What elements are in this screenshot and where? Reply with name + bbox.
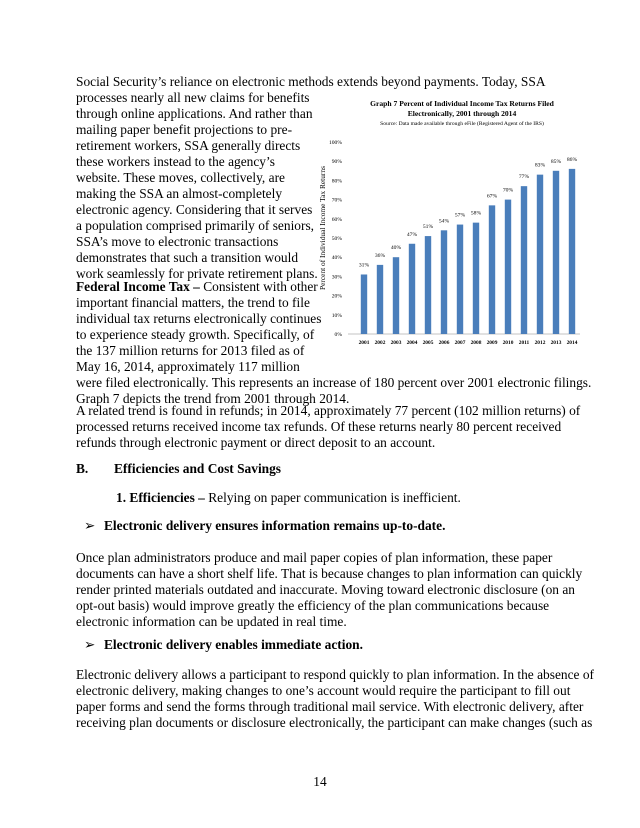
x-tick-label: 2001	[358, 340, 370, 346]
y-tick-label: 50%	[331, 236, 342, 242]
intro-line: demonstrates that such a transition would	[76, 250, 299, 265]
body-line: documents can have a short shelf life. That is because changes to plan information can quickly	[76, 566, 583, 581]
data-label: 85%	[550, 158, 562, 165]
bullet-heading	[84, 518, 445, 534]
bar-2006	[441, 230, 447, 334]
page-number: 14	[313, 774, 327, 789]
intro-line: work seamlessly for private retirement plans.	[76, 266, 318, 281]
data-label: 40%	[390, 245, 402, 252]
x-tick-label: 2013	[550, 340, 562, 346]
intro-line: processes nearly all new claims for benefits	[76, 90, 310, 105]
federal-tax-first-rest: Consistent with other	[199, 279, 318, 294]
section-title: Efficiencies and Cost Savings	[114, 461, 282, 476]
body-line: electronic delivery, making changes to one’s account would require the participant to fill out	[76, 683, 571, 698]
intro-line: website. These moves, collectively, are	[76, 170, 285, 185]
arrow-bullet-icon: ➢	[84, 518, 96, 533]
refunds-line: refunds through electronic payment or direct deposit to an account.	[76, 435, 436, 450]
section-heading	[76, 461, 281, 477]
x-tick-label: 2014	[566, 340, 578, 346]
x-tick-label: 2003	[390, 340, 402, 346]
y-tick-label: 80%	[331, 178, 342, 185]
intro-line: through online applications. And rather than	[76, 106, 313, 121]
x-tick-label: 2010	[502, 340, 514, 346]
data-label: 54%	[438, 218, 450, 225]
federal-tax-line: Graph 7 depicts the trend from 2001 through 2014.	[76, 391, 350, 406]
bar-2009	[489, 205, 495, 334]
body-line: paper forms and send the forms through traditional mail service. With electronic delivery, after	[76, 699, 584, 714]
chart-graph-7	[312, 92, 584, 352]
y-tick-label: 60%	[331, 216, 342, 223]
intro-line: these workers instead to the agency’s	[76, 154, 275, 169]
bar-2003	[393, 257, 399, 334]
bar-2001	[361, 274, 367, 334]
bar-2014	[569, 169, 575, 334]
y-tick-label: 20%	[331, 293, 342, 300]
federal-tax-line: to experience steady growth. Specifically, of	[76, 327, 315, 342]
body-line: Once plan administrators produce and mail paper copies of plan information, these paper	[76, 550, 553, 565]
bar-2005	[425, 236, 431, 334]
refunds-line: A related trend is found in refunds; in 2014, approximately 77 percent (102 million returns) of	[76, 403, 581, 418]
y-tick-label: 30%	[331, 274, 342, 281]
federal-tax-line: the 137 million returns for 2013 filed as of	[76, 343, 305, 358]
intro-line: Social Security’s reliance on electronic methods extends beyond payments. Today, SSA	[76, 74, 546, 89]
data-label: 77%	[518, 174, 530, 181]
federal-tax-label: Federal Income Tax –	[76, 279, 200, 294]
data-label: 67%	[486, 193, 498, 200]
intro-line: retirement workers, SSA generally directs	[76, 138, 301, 153]
bar-2008	[473, 223, 479, 334]
body-line: receiving plan documents or disclosure electronically, the participant can make changes (such as	[76, 715, 593, 730]
intro-line: electronic agency. Considering that it serves	[76, 202, 313, 217]
intro-line: making the SSA an almost-completely	[76, 186, 283, 201]
section-letter: B.	[76, 461, 89, 476]
bullet-text: Electronic delivery enables immediate action.	[104, 637, 363, 652]
subsection-text: Relying on paper communication is inefficient.	[204, 490, 461, 505]
subsection-label: 1. Efficiencies –	[116, 490, 205, 505]
bar-2013	[553, 171, 559, 334]
y-tick-label: 100%	[328, 140, 342, 146]
x-tick-label: 2002	[374, 340, 386, 346]
bar-2010	[505, 200, 511, 334]
body-line: Electronic delivery allows a participant to respond quickly to plan information. In the absence of	[76, 667, 594, 682]
bar-2004	[409, 244, 415, 334]
data-label: 86%	[566, 156, 578, 163]
y-tick-label: 40%	[331, 255, 342, 262]
body-line: opt-out basis) would improve greatly the efficiency of the plan communications because	[76, 598, 550, 613]
bullet-text: Electronic delivery ensures information remains up-to-date.	[104, 518, 446, 533]
chart-subtitle: Source: Data made available through eFile (Registered Agent of the IRS)	[380, 121, 544, 127]
chart-marks	[329, 140, 580, 346]
body-line: render printed materials outdated and inaccurate. Moving toward electronic disclosure (on an	[76, 582, 575, 597]
data-label: 57%	[454, 212, 466, 219]
intro-line: mailing paper benefit projections to pre-	[76, 122, 293, 137]
bar-2007	[457, 225, 463, 334]
data-label: 83%	[534, 162, 546, 169]
y-tick-label: 70%	[331, 197, 342, 204]
x-tick-label: 2011	[518, 340, 530, 346]
x-tick-label: 2008	[470, 340, 482, 346]
intro-line: SSA’s move to electronic transactions	[76, 234, 279, 249]
chart-title-line-2: Electronically, 2001 through 2014	[407, 109, 517, 118]
x-tick-label: 2006	[438, 340, 450, 346]
body-line: electronic information can be updated in real time.	[76, 614, 347, 629]
chart-title-line-1: Graph 7 Percent of Individual Income Tax Returns Filed	[370, 99, 554, 108]
data-label: 47%	[406, 231, 418, 238]
data-label: 70%	[502, 187, 514, 194]
data-label: 36%	[374, 252, 386, 259]
refunds-line: processed returns received income tax refunds. Of these returns nearly 80 percent received	[76, 419, 562, 434]
x-tick-label: 2007	[454, 340, 466, 346]
arrow-bullet-icon: ➢	[84, 637, 96, 652]
federal-tax-line: May 16, 2014, approximately 117 million	[76, 359, 300, 374]
federal-tax-line: individual tax returns electronically continues	[76, 311, 322, 326]
x-tick-label: 2009	[486, 340, 498, 346]
x-tick-label: 2005	[422, 340, 434, 346]
federal-tax-line: important financial matters, the trend to file	[76, 295, 310, 310]
y-tick-label: 10%	[331, 312, 342, 319]
bullet-heading	[84, 637, 363, 653]
bar-2011	[521, 186, 527, 334]
y-tick-label: 90%	[331, 159, 342, 166]
subsection-efficiencies	[116, 490, 461, 506]
data-label: 51%	[422, 224, 434, 231]
x-tick-label: 2004	[406, 340, 418, 346]
x-tick-label: 2012	[534, 340, 546, 346]
bar-2012	[537, 175, 543, 334]
intro-line: a population comprised primarily of seniors,	[76, 218, 315, 233]
federal-tax-line: were filed electronically. This represents an increase of 180 percent over 2001 electronic filings.	[76, 375, 592, 390]
data-label: 58%	[470, 210, 482, 217]
y-tick-label: 0%	[334, 332, 342, 338]
bar-2002	[377, 265, 383, 334]
y-axis-label: Percent of Individual Income Tax Returns	[318, 166, 327, 290]
data-label: 31%	[358, 262, 370, 269]
